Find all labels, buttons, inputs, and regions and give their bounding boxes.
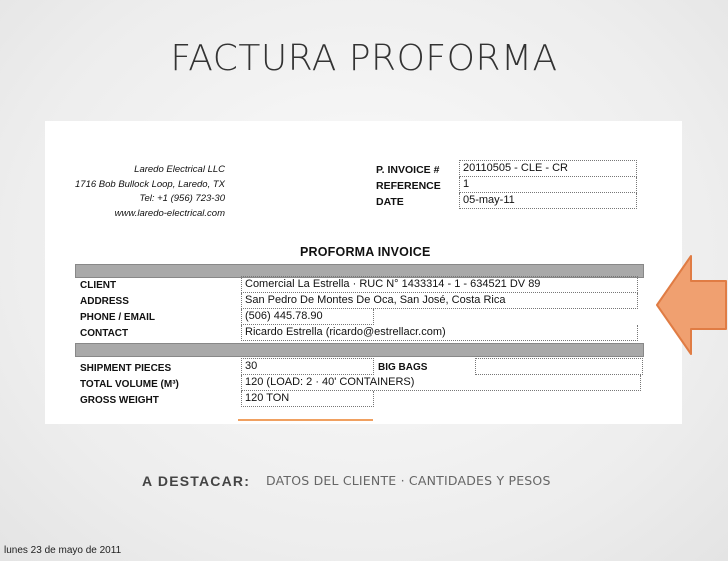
- client-labels: [80, 278, 155, 342]
- reference-label: REFERENCE: [376, 180, 441, 192]
- address-label: ADDRESS: [80, 296, 129, 307]
- total-volume-label: TOTAL VOLUME (M³): [80, 379, 179, 390]
- phone-email-label: PHONE / EMAIL: [80, 312, 156, 323]
- invoice-document: [45, 121, 682, 424]
- company-address: 1716 Bob Bullock Loop, Laredo, TX: [75, 178, 225, 190]
- contact-label: CONTACT: [80, 328, 129, 339]
- section-divider: [75, 343, 644, 357]
- shipment-labels: [80, 361, 179, 409]
- invoice-number-value: 20110505 - CLE - CR: [459, 160, 637, 177]
- slide-title: FACTURA PROFORMA: [170, 38, 558, 79]
- company-info: [75, 163, 225, 221]
- company-phone: Tel: +1 (956) 723-30: [139, 193, 225, 204]
- invoice-values: [459, 160, 637, 209]
- big-bags-label: BIG BAGS: [378, 362, 428, 373]
- address-value: San Pedro De Montes De Oca, San José, Costa Rica: [241, 293, 638, 309]
- gross-weight-label: GROSS WEIGHT: [80, 395, 159, 406]
- client-label: CLIENT: [80, 280, 117, 291]
- phone-email-value: (506) 445.78.90: [241, 309, 374, 325]
- footer-date: lunes 23 de mayo de 2011: [4, 545, 122, 556]
- client-value: Comercial La Estrella · RUC N° 1433314 - 1 - 634521 DV 89: [241, 276, 638, 293]
- proforma-title: PROFORMA INVOICE: [300, 245, 431, 259]
- date-value: 05-may-11: [459, 193, 637, 209]
- shipment-pieces-value: 30: [241, 358, 374, 375]
- left-arrow-icon: [655, 255, 727, 355]
- contact-value: Ricardo Estrella (ricardo@estrellacr.com): [241, 325, 638, 341]
- total-volume-value: 120 (LOAD: 2 · 40' CONTAINERS): [241, 375, 641, 391]
- big-bags-field: [475, 358, 643, 375]
- highlight-underline: [238, 419, 373, 421]
- highlight-text: DATOS DEL CLIENTE · CANTIDADES Y PESOS: [266, 473, 551, 488]
- highlight-label: A DESTACAR:: [142, 473, 251, 489]
- company-name: Laredo Electrical LLC: [134, 164, 225, 175]
- invoice-number-label: P. INVOICE #: [376, 164, 440, 176]
- shipment-pieces-label: SHIPMENT PIECES: [80, 363, 172, 374]
- gross-weight-value: 120 TON: [241, 391, 374, 407]
- client-fields: [241, 276, 638, 341]
- date-label: DATE: [376, 196, 404, 208]
- company-website: www.laredo-electrical.com: [114, 207, 225, 219]
- invoice-labels: [376, 162, 441, 210]
- reference-value: 1: [459, 177, 637, 193]
